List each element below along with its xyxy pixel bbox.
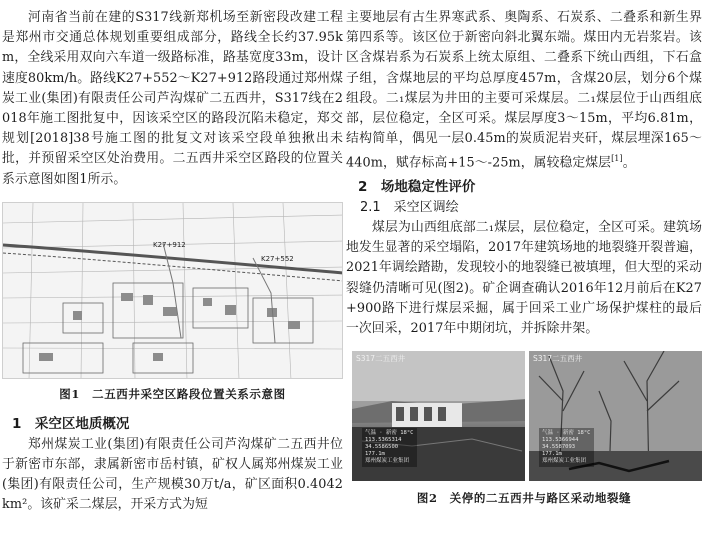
station-label-k27-552: K27+552	[261, 254, 294, 263]
subsection-2-1-title: 2.1 采空区调绘	[360, 199, 459, 215]
intro-paragraph: 河南省当前在建的S317线新郑机场至新密段改建工程是郑州市交通总体规划重要组成部分，路线全长约37.95km，全线采用双向六车道一级路标准，路基宽度33m，设计速度80km/h。路线K27+552～K27+912路段通过郑州煤炭工业(集团)有限责任公司芦沟煤矿二五西井，S317线在2018年施工图批复中，因该采空区的路段沉陷未稳定，郑交规划[2018]38号施工图的批复文对该采空段单独揪出未批，并预留采空区处治费用。二五西井采空区路段的位置关系示意图如图1所示。	[2, 10, 343, 187]
info-line: 气温 · 新密 18°C	[542, 430, 591, 437]
section-1-paragraph: 郑州煤炭工业(集团)有限责任公司芦沟煤矿二五西井位于新密市东部，隶属新密市岳村镇，矿权人属郑州煤炭工业(集团)有限责任公司，生产规模30万t/a，矿区面积0.4042km²。该矿采二煤层，开采方式为短	[2, 436, 343, 513]
photo-closed-mine	[352, 351, 525, 481]
photo-left-info	[362, 428, 417, 467]
site-plan-drawing	[3, 203, 343, 379]
right-column	[346, 0, 702, 507]
photo-ground-fissure	[529, 351, 702, 481]
info-line: 177.1m	[365, 451, 385, 458]
left-column	[2, 0, 343, 516]
geology-paragraph	[346, 8, 702, 174]
info-line: 气温 · 新密 18°C	[365, 430, 414, 437]
survey-paragraph: 煤层为山西组底部二₁煤层，层位稳定，全区可采。建筑场地发生显著的采空塌陷，2017年建筑场地的地裂缝开裂普遍，2021年调绘踏勘，发现较小的地裂缝已被填埋，但大型的采动裂缝仍清晰可见(图2)。矿企调查确认2016年12月前后在K27+900路下进行煤层采掘，属于回采工业广场保护煤柱的最后一次回采，2017年中期闭坑，并拆除井架。	[346, 219, 702, 336]
citation-ref: [1]	[611, 154, 623, 164]
geology-paragraph-end: 。	[622, 155, 636, 171]
info-line: 177.1m	[542, 451, 562, 458]
station-label-k27-912: K27+912	[153, 240, 186, 249]
section-1-title: 1 采空区地质概况	[12, 415, 130, 432]
figure-2-photos	[346, 351, 702, 481]
info-line: 113.5366944	[542, 437, 579, 444]
info-line: 郑州煤炭工业集团	[365, 458, 410, 465]
photo-left-stamp: S317二五西井	[356, 354, 406, 364]
figure-1-map	[2, 202, 343, 379]
geology-paragraph-text: 主要地层有古生界寒武系、奥陶系、石炭系、二叠系和新生界第四系等。该区位于新密向斜北翼东端。煤田内无岩浆岩。该区含煤岩系为石炭系上统太原组、二叠系下统山西组，下石盒子组，含煤地层的平均总厚度457m，含煤20层，划分6个煤组段。二₁煤层为井田的主要可采煤层。二₁煤层位于山西组底部，层位稳定，全区可采。煤层厚度3～15m，平均6.81m，结构简单，偶见一层0.45m的炭质泥岩夹矸，煤层埋深165～440m，赋存标高+15～-25m，属较稳定煤层	[346, 10, 702, 171]
figure-2-caption: 图2 关停的二五西井与路区采动地裂缝	[416, 491, 632, 506]
info-line: 34.5586500	[365, 444, 399, 451]
section-2-title: 2 场地稳定性评价	[358, 178, 476, 195]
figure-1-caption: 图1 二五西井采空区路段位置关系示意图	[59, 386, 286, 401]
info-line: 113.5365314	[365, 437, 402, 444]
photo-right-info	[539, 428, 594, 467]
info-line: 34.5587093	[542, 444, 576, 451]
photo-right-stamp: S317二五西井	[533, 354, 583, 364]
info-line: 郑州煤炭工业集团	[542, 458, 587, 465]
